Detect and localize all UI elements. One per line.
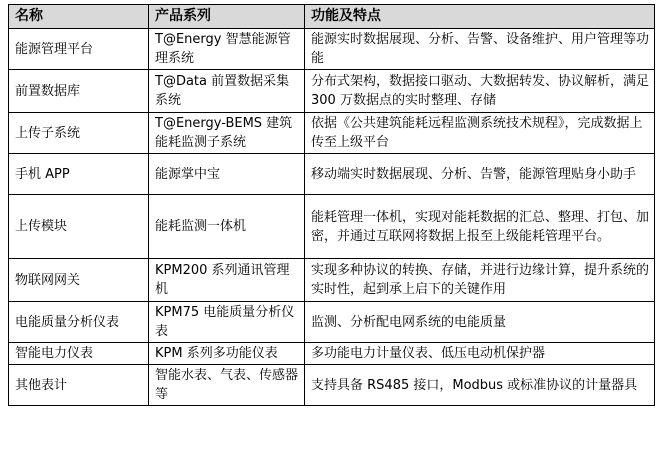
- cell-feature: 移动端实时数据展现、分析、告警，能源管理贴身小助手: [305, 154, 655, 195]
- product-table: [8, 4, 655, 406]
- cell-feature: 分布式架构，数据接口驱动、大数据转发、协议解析，满足 300 万数据点的实时整理、存储: [305, 70, 655, 113]
- cell-name: 智能电力仪表: [9, 343, 149, 365]
- table-row: [9, 302, 655, 343]
- header-feature: 功能及特点: [305, 5, 655, 29]
- cell-name: 物联网网关: [9, 259, 149, 302]
- cell-feature: 监测、分析配电网系统的电能质量: [305, 302, 655, 343]
- cell-series: 能源掌中宝: [149, 154, 305, 195]
- table-row: [9, 259, 655, 302]
- cell-feature: 能耗管理一体机，实现对能耗数据的汇总、整理、打包、加密，并通过互联网将数据上报至上级能耗管理平台。: [305, 195, 655, 259]
- cell-series: T@Energy-BEMS 建筑能耗监测子系统: [149, 113, 305, 154]
- table-row: [9, 29, 655, 70]
- table-row: [9, 195, 655, 259]
- cell-feature: 多功能电力计量仪表、低压电动机保护器: [305, 343, 655, 365]
- cell-series: KPM 系列多功能仪表: [149, 343, 305, 365]
- table-row: [9, 365, 655, 406]
- header-series: 产品系列: [149, 5, 305, 29]
- cell-series: 智能水表、气表、传感器等: [149, 365, 305, 406]
- cell-name: 前置数据库: [9, 70, 149, 113]
- cell-series: KPM75 电能质量分析仪表: [149, 302, 305, 343]
- table-row: [9, 343, 655, 365]
- cell-series: T@Energy 智慧能源管理系统: [149, 29, 305, 70]
- cell-name: 上传子系统: [9, 113, 149, 154]
- cell-feature: 实现多种协议的转换、存储，并进行边缘计算，提升系统的实时性，起到承上启下的关键作用: [305, 259, 655, 302]
- cell-name: 能源管理平台: [9, 29, 149, 70]
- table-header-row: [9, 5, 655, 29]
- cell-feature: 能源实时数据展现、分析、告警、设备维护、用户管理等功能: [305, 29, 655, 70]
- table-row: [9, 70, 655, 113]
- cell-series: T@Data 前置数据采集系统: [149, 70, 305, 113]
- table-row: [9, 154, 655, 195]
- cell-series: KPM200 系列通讯管理机: [149, 259, 305, 302]
- cell-feature: 支持具备 RS485 接口，Modbus 或标准协议的计量器具: [305, 365, 655, 406]
- header-name: 名称: [9, 5, 149, 29]
- cell-name: 手机 APP: [9, 154, 149, 195]
- document-page: [8, 4, 654, 456]
- cell-name: 电能质量分析仪表: [9, 302, 149, 343]
- cell-feature: 依据《公共建筑能耗远程监测系统技术规程》，完成数据上传至上级平台: [305, 113, 655, 154]
- cell-name: 其他表计: [9, 365, 149, 406]
- cell-name: 上传模块: [9, 195, 149, 259]
- cell-series: 能耗监测一体机: [149, 195, 305, 259]
- table-row: [9, 113, 655, 154]
